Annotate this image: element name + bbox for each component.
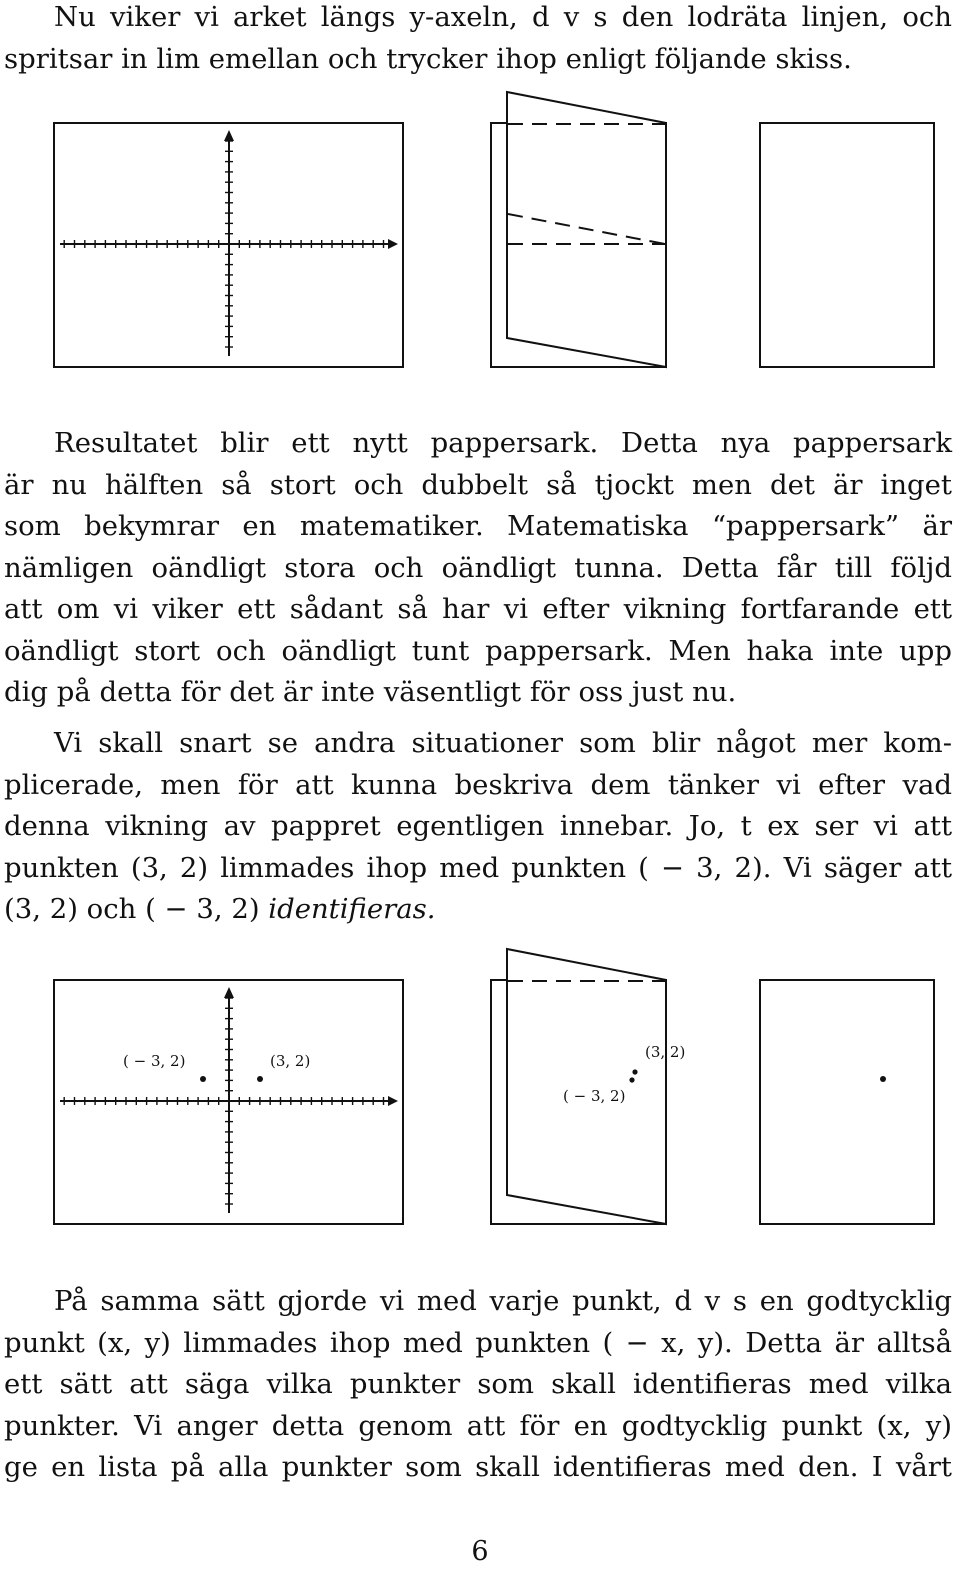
text-line: dig på detta för det är inte väsentligt för oss just nu. xyxy=(4,676,737,708)
text-line: denna vikning av pappret egentligen innebar. Jo, t ex ser vi att xyxy=(4,810,952,842)
label-neg3-2: ( − 3, 2) xyxy=(123,1052,186,1070)
paragraph-4 xyxy=(4,1281,952,1489)
text-line: att om vi viker ett sådant så har vi efter vikning fortfarande ett xyxy=(4,593,952,625)
text-line: som bekymrar en matematiker. Matematiska “pappersark” är xyxy=(4,510,952,542)
emphasis-identifieras: identifieras. xyxy=(268,893,436,925)
page-number: 6 xyxy=(471,1536,489,1567)
y-axis-arrow xyxy=(224,987,234,998)
text-line: ett sätt att säga vilka punkter som skall identifieras med vilka xyxy=(4,1368,952,1400)
text-line: På samma sätt gjorde vi med varje punkt, d v s en godtycklig xyxy=(54,1285,952,1317)
text-line: punkt (x, y) limmades ihop med punkten ( − x, y). Detta är alltså xyxy=(4,1326,952,1359)
label-3-2: (3, 2) xyxy=(645,1043,686,1061)
label-neg3-2: ( − 3, 2) xyxy=(563,1087,626,1105)
text-line: spritsar in lim emellan och trycker ihop enligt följande skiss. xyxy=(4,42,852,75)
text-line: punkter. Vi anger detta genom att för en godtycklig punkt (x, y) xyxy=(4,1409,952,1442)
label-3-2: (3, 2) xyxy=(270,1052,311,1070)
x-axis-arrow xyxy=(388,1096,398,1106)
point-identified xyxy=(880,1076,886,1082)
point-3-2-front xyxy=(632,1069,637,1074)
text-line: är nu hälften så stort och dubbelt så tjockt men det är inget xyxy=(4,468,952,501)
text-line: oändligt stort och oändligt tunt pappersark. Men haka inte upp xyxy=(4,634,952,667)
point-3-2 xyxy=(257,1076,263,1082)
text-line: plicerade, men för att kunna beskriva dem tänker vi efter vad xyxy=(4,768,952,801)
sheet-with-points xyxy=(54,980,403,1224)
text-line: Vi skall snart se andra situationer som blir något mer kom- xyxy=(54,727,952,759)
text-line: Resultatet blir ett nytt pappersark. Detta nya pappersark xyxy=(54,427,952,459)
text-segment: (3, 2) och ( − 3, 2) xyxy=(4,893,269,925)
sheet-folded xyxy=(760,980,934,1224)
text-line: nämligen oändligt stora och oändligt tunna. Detta får till följd xyxy=(4,551,952,584)
text-line: Nu viker vi arket längs y-axeln, d v s den lodräta linjen, och xyxy=(54,1,952,33)
point-neg3-2 xyxy=(200,1076,206,1082)
text-line: ge en lista på alla punkter som skall identifieras med den. I vårt xyxy=(4,1451,952,1483)
point-neg3-2-back xyxy=(629,1077,634,1082)
text-line: punkten (3, 2) limmades ihop med punkten ( − 3, 2). Vi säger att xyxy=(4,851,952,884)
